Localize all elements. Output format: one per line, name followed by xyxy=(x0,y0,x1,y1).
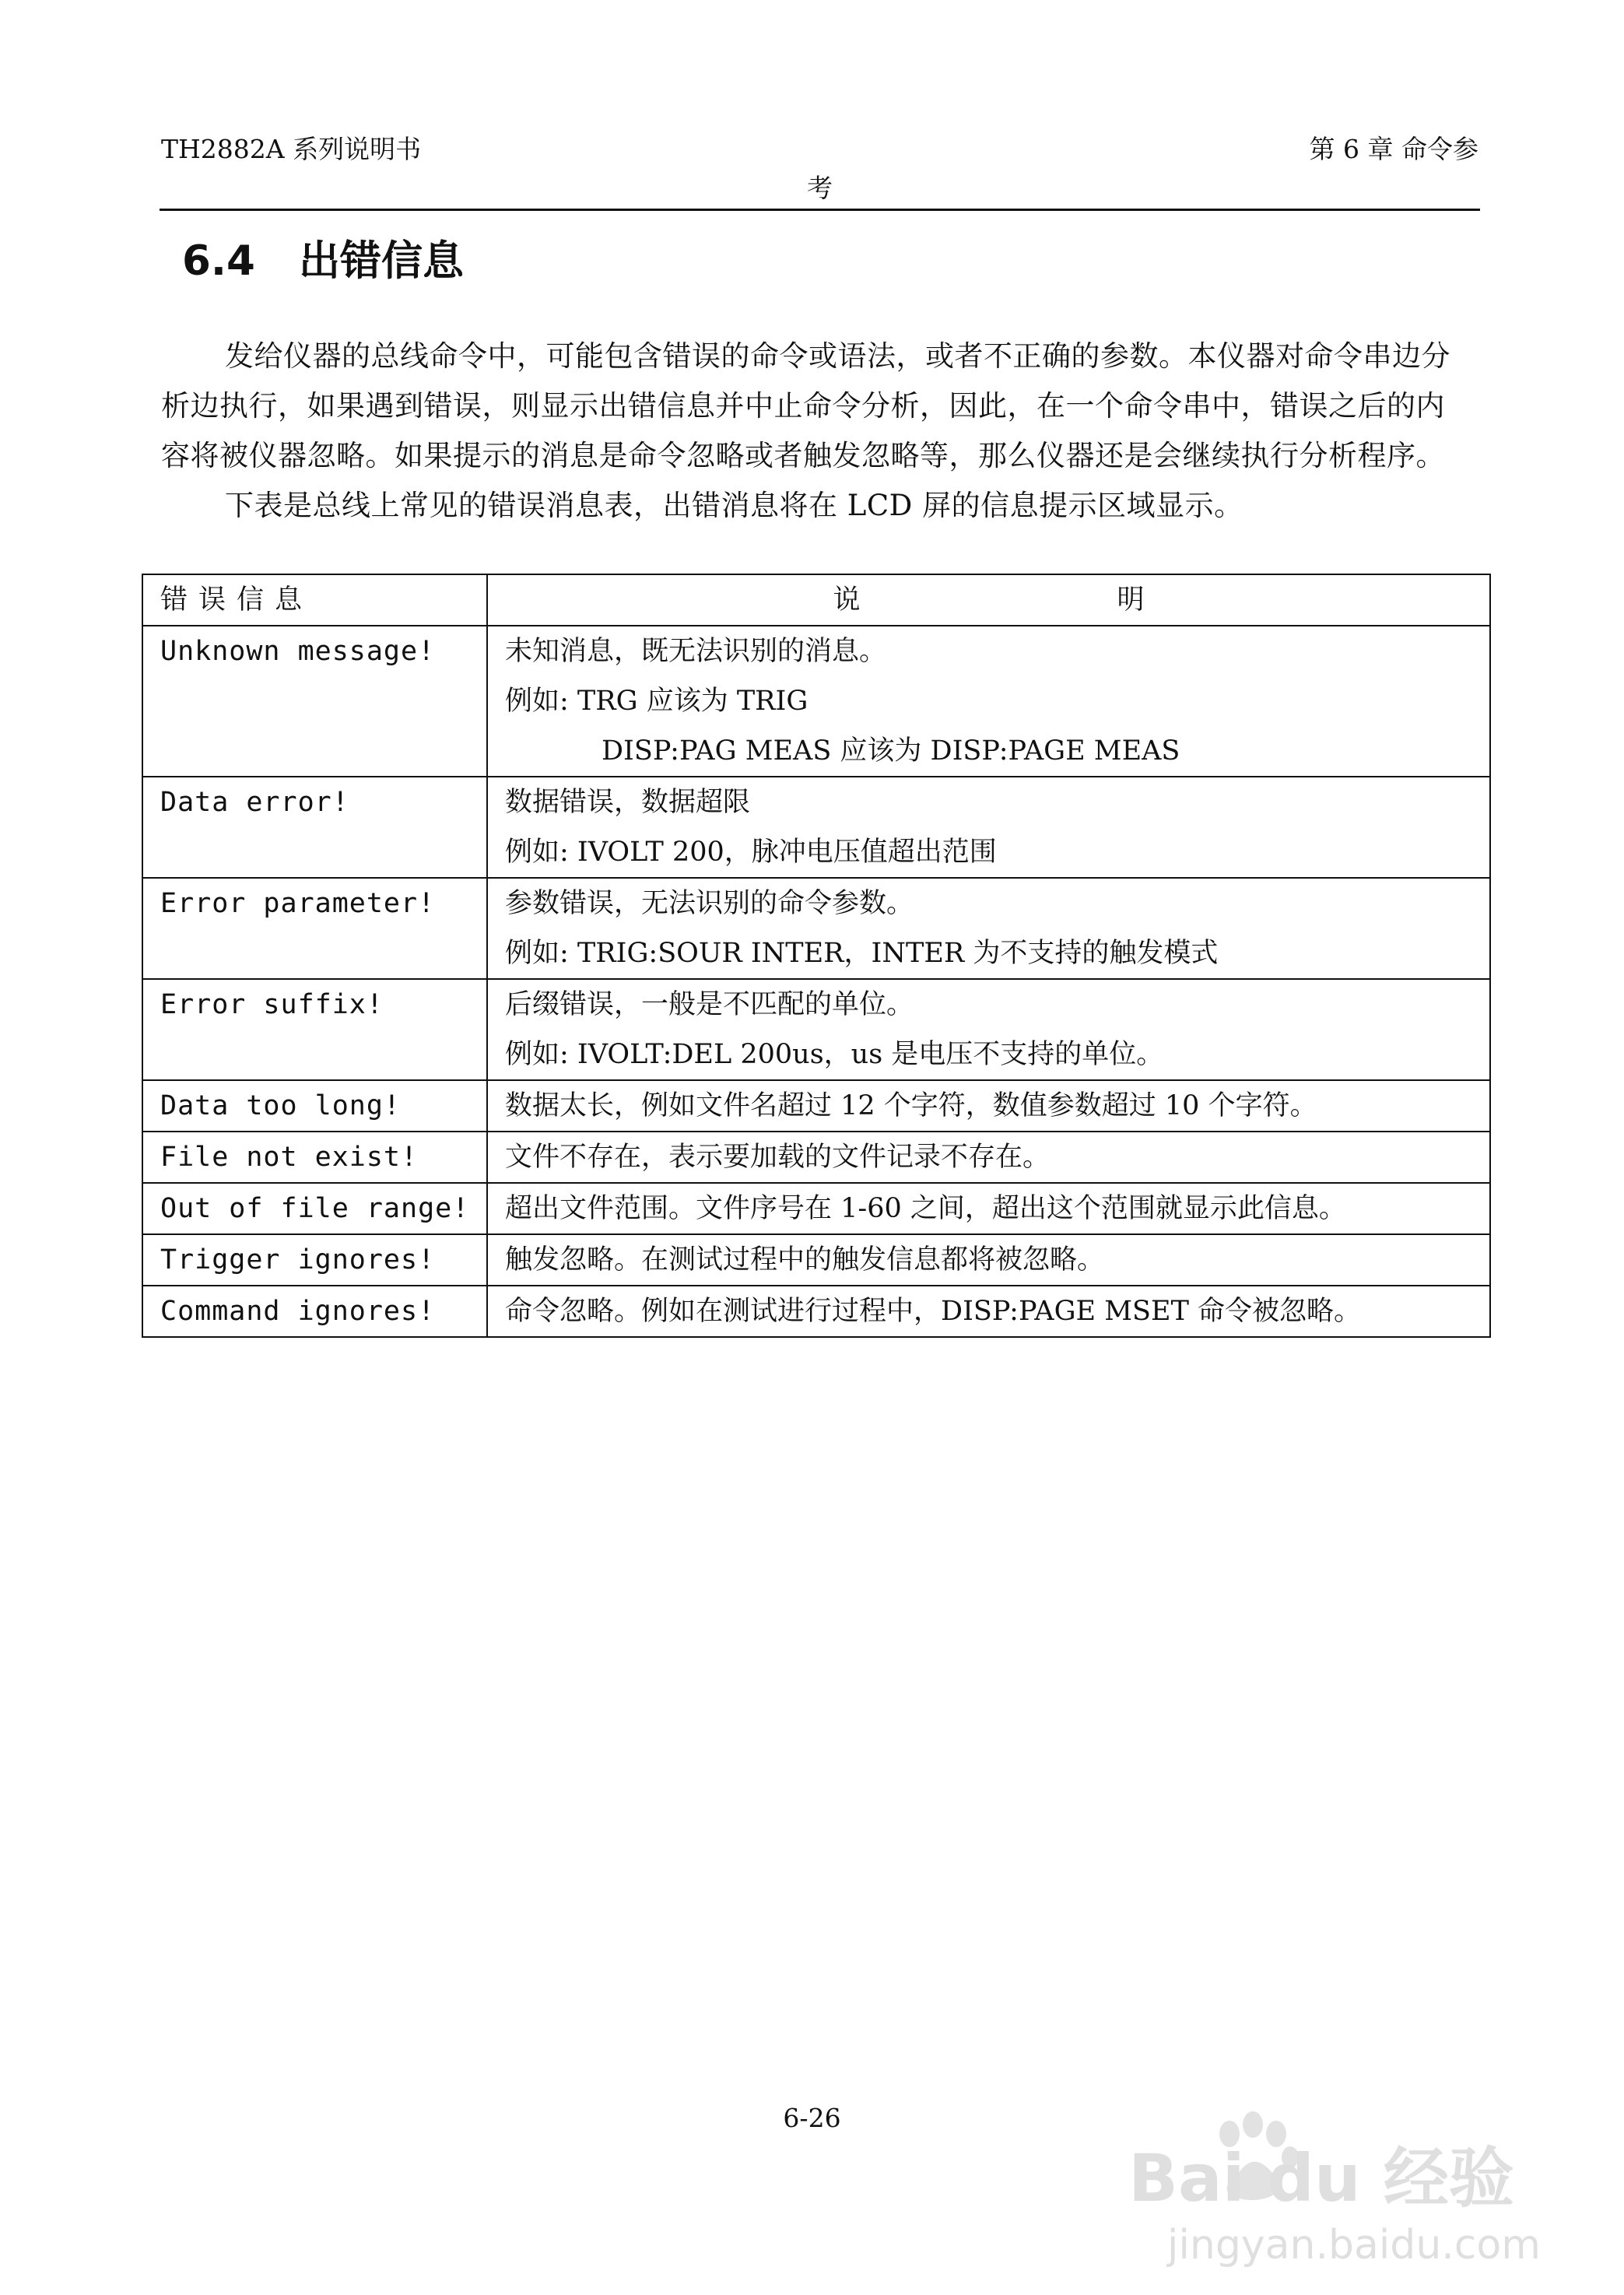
table-body xyxy=(142,626,1490,1337)
baidu-jingyan-watermark xyxy=(1113,2086,1595,2280)
page-number: 6-26 xyxy=(783,2103,841,2133)
description-cell xyxy=(487,979,1490,1080)
description-text: 命令忽略。例如在测试进行过程中，DISP:PAGE MSET 命令被忽略。 xyxy=(505,1296,1362,1327)
error-message-text: Data too long! xyxy=(160,1090,402,1121)
table-row xyxy=(142,1286,1490,1337)
description-cell xyxy=(487,878,1490,979)
description-cell xyxy=(487,1132,1490,1183)
error-message-text: Error parameter! xyxy=(160,888,436,919)
error-message-cell xyxy=(142,1183,487,1234)
description-text: 文件不存在，表示要加载的文件记录不存在。 xyxy=(505,1142,1051,1173)
description-cell xyxy=(487,777,1490,878)
error-message-text: Data error! xyxy=(160,787,349,818)
example-text: 例如: TRIG:SOUR INTER，INTER 为不支持的触发模式 xyxy=(505,938,1219,969)
example-text: 例如: TRG 应该为 TRIG xyxy=(505,686,808,717)
table-row xyxy=(142,626,1490,777)
table-row xyxy=(142,777,1490,878)
description-cell xyxy=(487,1183,1490,1234)
description-text: 数据错误，数据超限 xyxy=(505,787,751,818)
error-message-text: Unknown message! xyxy=(160,636,436,667)
description-text: 超出文件范围。文件序号在 1-60 之间，超出这个范围就显示此信息。 xyxy=(505,1193,1346,1224)
header-description xyxy=(487,574,1490,626)
error-message-text: Error suffix! xyxy=(160,989,384,1020)
error-message-cell xyxy=(142,777,487,878)
error-message-cell xyxy=(142,1132,487,1183)
error-message-table xyxy=(142,574,1491,1338)
header-rule xyxy=(160,209,1480,211)
error-message-text: File not exist! xyxy=(160,1142,419,1173)
chapter-title: 第 6 章 命令参 xyxy=(1309,134,1478,164)
chapter-title-wrap: 考 xyxy=(807,173,833,203)
header-error-message: 错误信息 xyxy=(142,574,487,626)
header-description-label: 说明 xyxy=(833,584,1401,616)
description-text: 触发忽略。在测试过程中的触发信息都将被忽略。 xyxy=(505,1244,1105,1276)
table-intro-paragraph: 下表是总线上常见的错误消息表，出错消息将在 LCD 屏的信息提示区域显示。 xyxy=(225,489,1243,522)
section-number: 6.4 xyxy=(182,237,255,285)
table-row xyxy=(142,1234,1490,1286)
error-message-cell xyxy=(142,1234,487,1286)
table-row xyxy=(142,1080,1490,1132)
example-text: 例如: IVOLT:DEL 200us，us 是电压不支持的单位。 xyxy=(505,1039,1164,1070)
example-text: 例如: IVOLT 200，脉冲电压值超出范围 xyxy=(505,837,997,868)
description-text: 后缀错误，一般是不匹配的单位。 xyxy=(505,989,914,1020)
example-continuation-text: DISP:PAG MEAS 应该为 DISP:PAGE MEAS xyxy=(602,735,1180,767)
table-row xyxy=(142,1183,1490,1234)
description-text: 参数错误，无法识别的命令参数。 xyxy=(505,888,914,919)
page-header xyxy=(161,132,1478,210)
description-cell xyxy=(487,626,1490,777)
table-row xyxy=(142,1132,1490,1183)
section-heading xyxy=(182,232,464,291)
description-cell xyxy=(487,1286,1490,1337)
table-header-row xyxy=(142,574,1490,626)
description-text: 未知消息，既无法识别的消息。 xyxy=(505,636,887,667)
error-message-text: Trigger ignores! xyxy=(160,1244,436,1276)
section-title: 出错信息 xyxy=(299,237,464,285)
error-message-cell xyxy=(142,626,487,777)
error-message-text: Out of file range! xyxy=(160,1193,470,1224)
watermark-url: jingyan.baidu.com xyxy=(1167,2222,1541,2269)
error-message-text: Command ignores! xyxy=(160,1296,436,1327)
table-row xyxy=(142,878,1490,979)
watermark-brand: Bai du 经验 xyxy=(1128,2140,1514,2216)
description-text: 数据太长，例如文件名超过 12 个字符，数值参数超过 10 个字符。 xyxy=(505,1090,1317,1121)
intro-paragraph: 发给仪器的总线命令中，可能包含错误的命令或语法，或者不正确的参数。本仪器对命令串边分析边执行，如果遇到错误，则显示出错信息并中止命令分析，因此，在一个命令串中，错误之后的内容将被仪器忽略。如果提示的消息是命令忽略或者触发忽略等，那么仪器还是会继续执行分析程序。 xyxy=(161,339,1450,472)
error-message-cell xyxy=(142,1286,487,1337)
error-message-cell xyxy=(142,878,487,979)
table-row xyxy=(142,979,1490,1080)
manual-title: TH2882A 系列说明书 xyxy=(161,134,422,164)
description-cell xyxy=(487,1080,1490,1132)
error-message-cell xyxy=(142,1080,487,1132)
error-message-cell xyxy=(142,979,487,1080)
body-text xyxy=(161,332,1455,531)
description-cell xyxy=(487,1234,1490,1286)
